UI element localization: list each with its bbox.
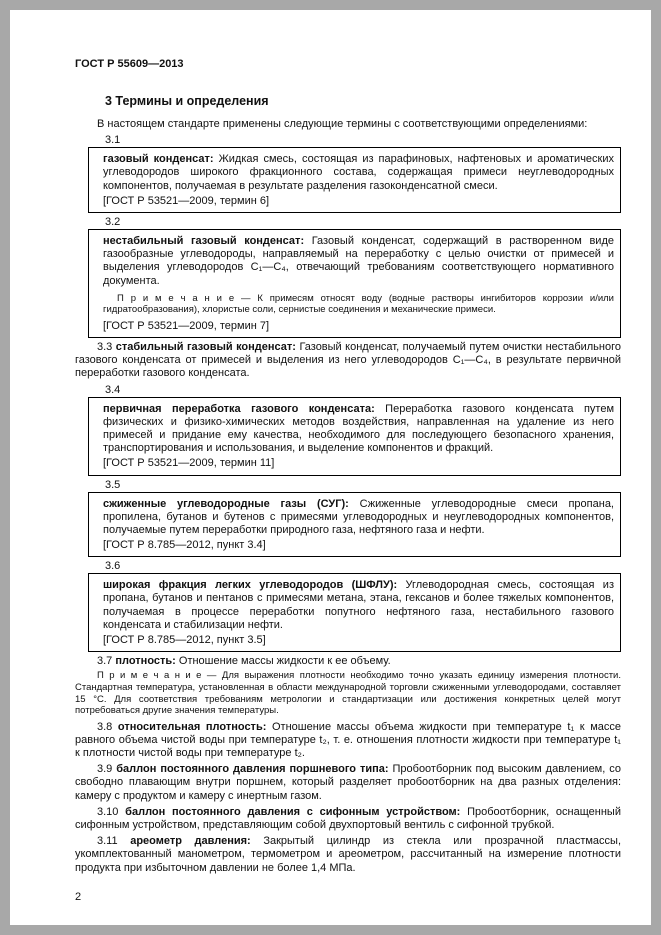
term-note: П р и м е ч а н и е — К примесям относят воду (водные растворы ингибиторов коррозии и/или гидратообразования), хлористые соли, сернистые соединения и механические примеси.	[103, 292, 614, 316]
term-definition	[103, 403, 614, 456]
term-source: [ГОСТ Р 8.785—2012, пункт 3.4]	[103, 539, 266, 552]
term-name: нестабильный газовый конденсат:	[103, 234, 305, 247]
term-box-primary-processing	[88, 397, 621, 476]
term-name: сжиженные углеводородные газы (СУГ):	[103, 497, 349, 510]
page-number: 2	[75, 891, 82, 903]
term-name: плотность:	[115, 655, 176, 668]
term-source: [ГОСТ Р 53521—2009, термин 7]	[103, 319, 270, 332]
term-paragraph-3-10	[75, 806, 621, 832]
term-definition	[103, 235, 614, 288]
term-name: широкая фракция легких углеводородов (ШФЛУ):	[103, 579, 398, 592]
term-definition-text: Углеводородная смесь, состоящая из пропана, бутанов и пентанов с примесями метана, этана, гексанов и более тяжелых компонентов, получаемая в процессе переработки попутного нефтяного газа, нестабильного газового конденсата и стабилизации нефти.	[103, 579, 614, 631]
document-header: ГОСТ Р 55609—2013	[75, 58, 184, 70]
document-page	[10, 10, 651, 925]
term-name: первичная переработка газового конденсата:	[103, 402, 375, 415]
term-name: стабильный газовый конденсат:	[115, 341, 296, 354]
term-source: [ГОСТ Р 53521—2009, термин 11]	[103, 457, 275, 470]
term-definition-text: Отношение массы объема жидкости при температуре t₁ к массе равного объема чистой воды при температуре t₂, т. е. отношения плотности жидкости при температуре t₁ к плотности чистой воды при температуре t₂.	[75, 720, 621, 760]
term-paragraph-3-7	[75, 655, 621, 668]
term-definition	[103, 153, 614, 193]
term-name: газовый конденсат:	[103, 153, 214, 166]
term-box-gas-condensate	[88, 147, 621, 213]
term-number: 3.9	[97, 763, 113, 776]
note-3-7: П р и м е ч а н и е — Для выражения плотности необходимо точно указать единицу измерения плотности. Стандартная температура, установленная в области международной торговли сжиженными углеводородами, составляет 15 °C. Для соответствия требованиям метрологии и стандартизации или достижения конкретных целей могут потребоваться другие значения температуры.	[75, 670, 621, 717]
term-name: баллон постоянного давления с сифонным устройством:	[125, 805, 461, 818]
intro-paragraph: В настоящем стандарте применены следующие термины с соответствующими определениями:	[97, 118, 588, 130]
term-number: 3.11	[97, 835, 118, 848]
term-definition-text: Сжиженные углеводородные смеси пропана, пропилена, бутанов и бутенов с примесями углеводородных и неуглеводородных компонентов, получаемые путем переработки природного газа, нефтяного газа и нефти.	[103, 497, 614, 536]
term-number-3-5: 3.5	[105, 478, 121, 491]
term-definition-text: Отношение массы жидкости к ее объему.	[178, 655, 391, 668]
term-definition-text: Газовый конденсат, содержащий в растворенном виде газообразные углеводороды, направляемый на переработку с целью очистки от примесей и выделения углеводородов C₁—C₄, отвечающий требованиям соответствующего нормативного документа.	[103, 234, 614, 287]
term-number: 3.8	[97, 720, 113, 733]
term-number-3-4: 3.4	[105, 383, 121, 396]
term-number-3-1: 3.1	[105, 134, 121, 147]
term-box-unstable-gas-condensate	[88, 229, 621, 338]
term-paragraph-3-9	[75, 763, 621, 803]
term-number: 3.10	[97, 805, 119, 818]
section-title: 3 Термины и определения	[105, 94, 269, 108]
term-paragraph-3-11	[75, 835, 621, 875]
term-number-3-6: 3.6	[105, 560, 121, 573]
term-definition-text: Газовый конденсат, получаемый путем очистки нестабильного газового конденсата от примесей и выделения из него углеводородов C₁—C₄, в результате первичной переработки газового конденсата.	[75, 341, 621, 380]
term-paragraph-3-8	[75, 721, 621, 761]
term-paragraph-3-3	[75, 341, 621, 381]
term-definition	[103, 579, 614, 632]
term-definition-text: Жидкая смесь, состоящая из парафиновых, нафтеновых и ароматических углеводородов широкого фракционного состава, содержащая примеси неуглеводородных компонентов, получаемая в результате разделения газоконденсатной смеси.	[103, 153, 615, 192]
term-number: 3.7	[97, 655, 113, 668]
term-name: баллон постоянного давления поршневого типа:	[116, 763, 389, 776]
term-definition-text: Пробоотборник, оснащенный сифонным устройством, представляющим собой двухпортовый вентиль с сифонной трубкой.	[75, 805, 621, 832]
term-source: [ГОСТ Р 53521—2009, термин 6]	[103, 194, 270, 207]
term-box-ngl	[88, 573, 621, 652]
term-number-3-2: 3.2	[105, 215, 121, 228]
term-name: относительная плотность:	[117, 720, 267, 733]
term-box-lpg	[88, 492, 621, 558]
term-name: ареометр давления:	[130, 835, 251, 848]
term-definition-text: Закрытый цилиндр из стекла или прозрачной пластмассы, укомплектованный манометром, термометром и ареометром, рассчитанный на измерение плотности продукта при избыточном давлении не более 1,4 МПа.	[75, 835, 621, 874]
term-definition	[103, 498, 614, 538]
term-source: [ГОСТ Р 8.785—2012, пункт 3.5]	[103, 634, 266, 647]
term-number: 3.3	[97, 341, 113, 354]
term-definition-text: Переработка газового конденсата путем физических и физико-химических методов воздействия, направленная на удаление из него примесей и придание ему качества, необходимого для последующего безопасного хранения, транспортирования и использования, и выделение компонентов и фракций.	[103, 402, 615, 455]
term-definition-text: Пробоотборник под высоким давлением, со свободно плавающим внутри поршнем, который разделяет пробоотборник на два разных отделения: камеру с продуктом и камеру с инертным газом.	[75, 763, 622, 802]
